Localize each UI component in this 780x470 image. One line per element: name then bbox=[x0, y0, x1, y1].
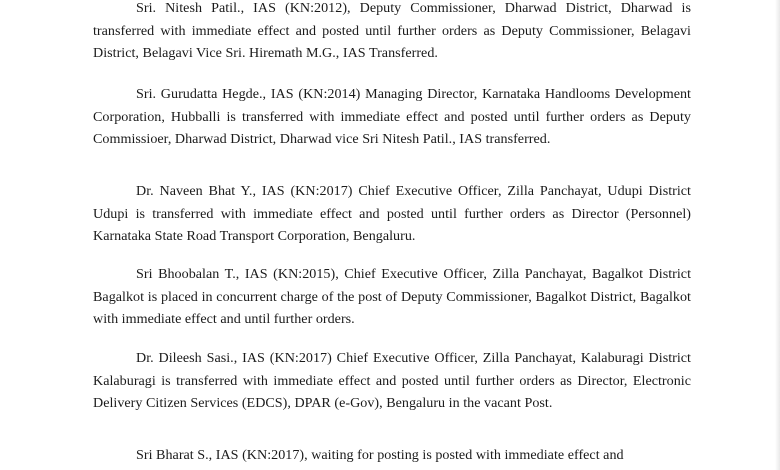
order-paragraph-naveen-bhat: Dr. Naveen Bhat Y., IAS (KN:2017) Chief Executive Officer, Zilla Panchayat, Udupi District Udupi is transferred with immediate effect and posted until further orders as Director (Personnel) Karnataka State Road Transport Corporation, Bengaluru. bbox=[93, 183, 691, 244]
scan-edge-shadow bbox=[775, 0, 780, 470]
order-paragraph-gurudatta-hegde: Sri. Gurudatta Hegde., IAS (KN:2014) Managing Director, Karnataka Handlooms Development Corporation, Hubballi is transferred with immediate effect and posted until further orders as Deputy Commissioer, Dharwad District, Dharwad vice Sri Nitesh Patil., IAS transferred. bbox=[93, 86, 691, 147]
order-paragraph-nitesh-patil: Sri. Nitesh Patil., IAS (KN:2012), Deputy Commissioner, Dharwad District, Dharwad is transferred with immediate effect and posted until further orders as Deputy Commissioner, Belagavi District, Belagavi Vice Sri. Hiremath M.G., IAS Transferred. bbox=[93, 0, 691, 61]
order-paragraph-bhoobalan: Sri Bhoobalan T., IAS (KN:2015), Chief Executive Officer, Zilla Panchayat, Bagalkot District Bagalkot is placed in concurrent charge of the post of Deputy Commissioner, Bagalkot District, Bagalkot with immediate effect and until further orders. bbox=[93, 266, 691, 327]
order-paragraph-bharat: Sri Bharat S., IAS (KN:2017), waiting for posting is posted with immediate effect and bbox=[136, 447, 624, 463]
order-paragraph-dileesh-sasi: Dr. Dileesh Sasi., IAS (KN:2017) Chief Executive Officer, Zilla Panchayat, Kalaburagi District Kalaburagi is transferred with immediate effect and posted until further orders as Director, Electronic Delivery Citizen Services (EDCS), DPAR (e-Gov), Bengaluru in the vacant Post. bbox=[93, 350, 691, 411]
